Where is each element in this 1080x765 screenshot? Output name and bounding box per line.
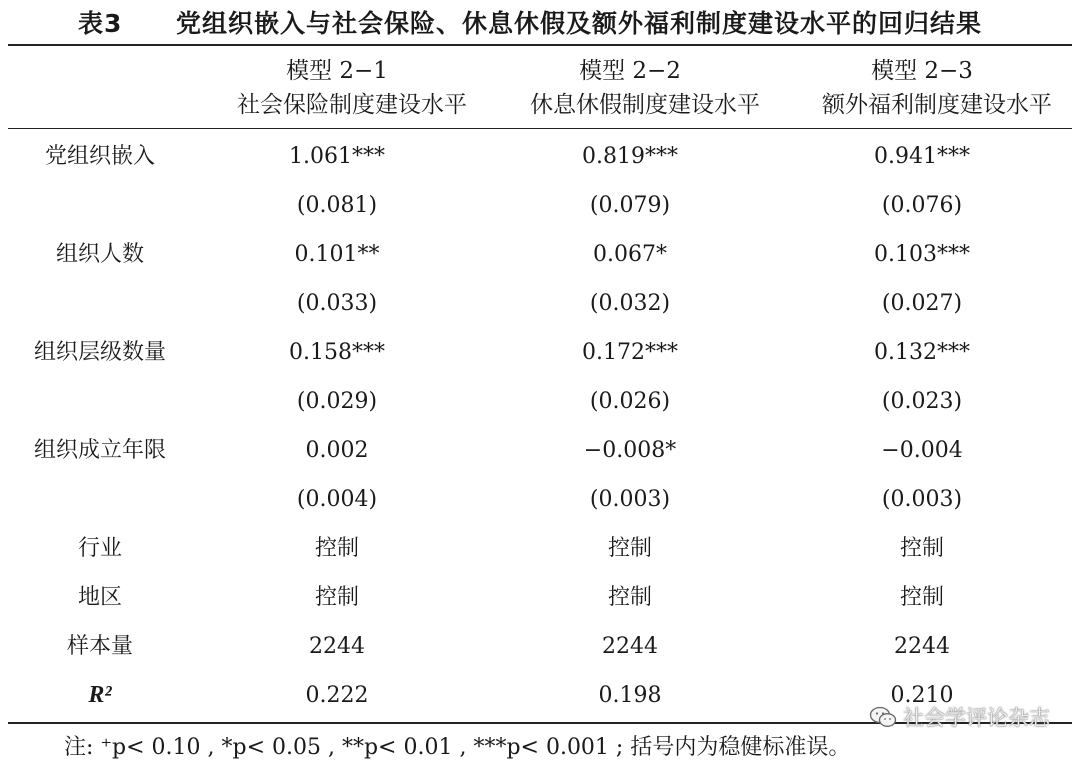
table-row: [0, 475, 1080, 524]
column-name: 休息休假制度建设水平: [530, 92, 760, 118]
cell: 控制: [314, 585, 359, 610]
table-row: [0, 279, 1080, 328]
table-row: [0, 622, 1080, 671]
wechat-icon: [869, 706, 897, 728]
table-title: [0, 0, 1080, 44]
row-label: 样本量: [66, 634, 133, 659]
cell: 0.103***: [874, 242, 970, 267]
column-model: 模型 2−3: [871, 58, 973, 84]
cell: 0.002: [305, 438, 369, 463]
cell: 0.819***: [582, 144, 678, 169]
row-label: 地区: [77, 585, 122, 610]
watermark-text: 社会学评论杂志: [903, 706, 1050, 730]
cell: 0.067*: [593, 242, 667, 267]
table-row: [0, 230, 1080, 279]
cell: (0.032): [589, 291, 671, 316]
row-label: [20, 279, 180, 328]
cell: 0.158***: [289, 340, 385, 365]
cell: 2244: [309, 634, 365, 659]
row-label: R²: [88, 682, 112, 708]
cell: 控制: [607, 536, 652, 561]
table-row: [0, 377, 1080, 426]
column-header-3: [822, 54, 1052, 122]
cell: 0.210: [890, 683, 954, 708]
column-name: 额外福利制度建设水平: [822, 92, 1052, 118]
cell: 控制: [899, 585, 944, 610]
cell: (0.033): [296, 291, 378, 316]
cell: (0.081): [296, 193, 378, 218]
cell: 控制: [607, 585, 652, 610]
cell: 0.198: [598, 683, 662, 708]
cell: 1.061***: [289, 144, 385, 169]
table-row: [0, 132, 1080, 181]
row-label: 组织层级数量: [33, 340, 166, 365]
column-model: 模型 2−2: [579, 58, 681, 84]
cell: 0.941***: [874, 144, 970, 169]
cell: (0.003): [589, 487, 671, 512]
cell: (0.004): [296, 487, 378, 512]
column-name: 社会保险制度建设水平: [237, 92, 467, 118]
cell: 控制: [314, 536, 359, 561]
table-row: [0, 426, 1080, 475]
cell: 2244: [602, 634, 658, 659]
row-label: [20, 475, 180, 524]
table-row: [0, 573, 1080, 622]
cell: (0.027): [881, 291, 963, 316]
cell: (0.029): [296, 389, 378, 414]
table-number: 表3: [78, 9, 123, 38]
column-header-2: [530, 54, 760, 122]
cell: (0.003): [881, 487, 963, 512]
cell: 0.172***: [582, 340, 678, 365]
header-rule: [8, 128, 1072, 129]
cell: 0.101**: [294, 242, 380, 267]
column-header-1: [237, 54, 467, 122]
cell: −0.008*: [583, 438, 677, 463]
cell: 控制: [899, 536, 944, 561]
row-label: 行业: [77, 536, 122, 561]
cell: 0.222: [305, 683, 369, 708]
top-rule: [8, 44, 1072, 46]
row-label: 组织人数: [55, 242, 144, 267]
watermark: [869, 702, 1050, 732]
cell: (0.023): [881, 389, 963, 414]
row-label: [20, 181, 180, 230]
cell: (0.076): [881, 193, 963, 218]
table-row: [0, 181, 1080, 230]
table-row: [0, 524, 1080, 573]
cell: 0.132***: [874, 340, 970, 365]
row-label: 党组织嵌入: [44, 144, 155, 169]
cell: (0.079): [589, 193, 671, 218]
column-model: 模型 2−1: [286, 58, 388, 84]
row-label: [20, 377, 180, 426]
cell: 2244: [894, 634, 950, 659]
table-row: [0, 328, 1080, 377]
cell: −0.004: [881, 438, 963, 463]
cell: (0.026): [589, 389, 671, 414]
row-label: 组织成立年限: [33, 438, 166, 463]
table-note: 注: ⁺p< 0.10 , *p< 0.05 , **p< 0.01 , ***p< 0.001 ; 括号内为稳健标准误。: [64, 735, 851, 760]
table-caption: 党组织嵌入与社会保险、休息休假及额外福利制度建设水平的回归结果: [176, 9, 983, 38]
